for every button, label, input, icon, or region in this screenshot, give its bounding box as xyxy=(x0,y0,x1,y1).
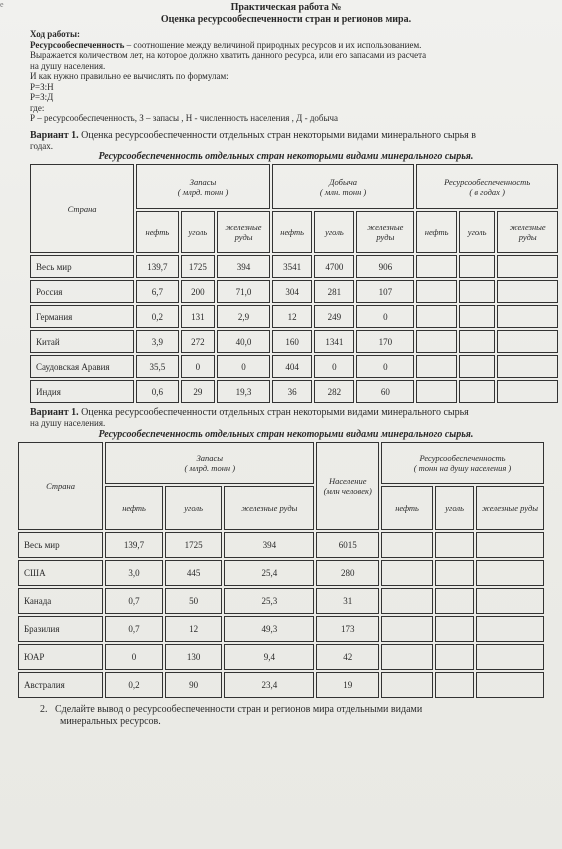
conclusion-number: 2. xyxy=(40,703,48,715)
value-cell: 50 xyxy=(165,588,222,614)
answer-cell[interactable] xyxy=(416,355,457,378)
conclusion-task-2: минеральных ресурсов. xyxy=(60,715,161,727)
value-cell: 130 xyxy=(165,644,222,670)
table-1 xyxy=(28,162,560,405)
t1-sub: уголь xyxy=(181,211,216,253)
country-cell: Весь мир xyxy=(18,532,103,558)
definition-line xyxy=(30,40,542,51)
value-cell: 19 xyxy=(316,672,378,698)
answer-cell[interactable] xyxy=(459,355,495,378)
value-cell: 272 xyxy=(181,330,216,353)
answer-cell[interactable] xyxy=(381,672,433,698)
t1-sub: железные руды xyxy=(497,211,558,253)
t2-head-resource xyxy=(381,442,544,484)
answer-cell[interactable] xyxy=(476,672,544,698)
table-row xyxy=(30,380,558,403)
variant-1-prefix: Вариант 1. xyxy=(30,129,79,141)
value-cell: 139,7 xyxy=(136,255,178,278)
variant-2-text-2: на душу населения. xyxy=(30,418,106,428)
answer-cell[interactable] xyxy=(476,560,544,586)
value-cell: 200 xyxy=(181,280,216,303)
where-label: где: xyxy=(30,102,45,113)
value-cell: 35,5 xyxy=(136,355,178,378)
answer-cell[interactable] xyxy=(381,588,433,614)
answer-cell[interactable] xyxy=(416,330,457,353)
answer-cell[interactable] xyxy=(435,644,474,670)
t2-sub: железные руды xyxy=(476,486,544,530)
table-row xyxy=(30,305,558,328)
value-cell: 394 xyxy=(224,532,314,558)
table-row xyxy=(18,532,544,558)
value-cell: 71,0 xyxy=(217,280,270,303)
table-row xyxy=(18,560,544,586)
conclusion-text: Сделайте вывод о ресурсообеспеченности стран и регионов мира отдельными видами xyxy=(55,703,423,715)
definition-term: Ресурсообеспеченность xyxy=(30,39,125,50)
answer-cell[interactable] xyxy=(497,380,558,403)
t1-sub: нефть xyxy=(272,211,313,253)
table-row xyxy=(30,255,558,278)
answer-cell[interactable] xyxy=(381,532,433,558)
answer-cell[interactable] xyxy=(497,355,558,378)
answer-cell[interactable] xyxy=(476,644,544,670)
table-1-caption: Ресурсообеспеченность отдельных стран некоторыми видами минерального сырья. xyxy=(98,151,474,162)
country-cell: Весь мир xyxy=(30,255,134,278)
value-cell: 173 xyxy=(316,616,378,642)
definition-line-2: Выражается количеством лет, на которое должно хватить данного ресурса, или его запасами из расчета xyxy=(30,50,427,60)
value-cell: 249 xyxy=(314,305,354,328)
t2-head-population-label: Население xyxy=(328,475,367,486)
t2-sub: нефть xyxy=(381,486,433,530)
value-cell: 282 xyxy=(314,380,354,403)
answer-cell[interactable] xyxy=(497,330,558,353)
value-cell: 6015 xyxy=(316,532,378,558)
formula-2: Р=З:Д xyxy=(30,92,54,102)
value-cell: 25,3 xyxy=(224,588,314,614)
country-cell: Бразилия xyxy=(18,616,103,642)
hod-heading: Ход работы: xyxy=(30,29,80,39)
table-row xyxy=(18,644,544,670)
value-cell: 4700 xyxy=(314,255,354,278)
value-cell: 280 xyxy=(316,560,378,586)
value-cell: 25,4 xyxy=(224,560,314,586)
answer-cell[interactable] xyxy=(476,532,544,558)
t1-head-country: Страна xyxy=(30,164,134,253)
country-cell: Австралия xyxy=(18,672,103,698)
t1-head-reserves xyxy=(136,164,270,209)
variant-2-heading xyxy=(30,407,542,418)
table-row xyxy=(30,280,558,303)
answer-cell[interactable] xyxy=(416,255,457,278)
country-cell: Саудовская Аравия xyxy=(30,355,134,378)
value-cell: 445 xyxy=(165,560,222,586)
t1-head-resource xyxy=(416,164,558,209)
country-cell: Россия xyxy=(30,280,134,303)
answer-cell[interactable] xyxy=(459,380,495,403)
t2-head-resource-label: Ресурсообеспеченность xyxy=(419,452,506,463)
t1-head-production xyxy=(272,164,415,209)
value-cell: 0,6 xyxy=(136,380,178,403)
t1-sub: уголь xyxy=(314,211,354,253)
corner-mark: е xyxy=(0,0,4,9)
table-2-caption: Ресурсообеспеченность отдельных стран некоторыми видами минерального сырья. xyxy=(98,428,474,440)
variant-1-text-2: годах. xyxy=(30,140,54,151)
country-cell: Германия xyxy=(30,305,134,328)
table-row xyxy=(30,330,558,353)
answer-cell[interactable] xyxy=(416,305,457,328)
value-cell: 36 xyxy=(272,380,313,403)
answer-cell[interactable] xyxy=(459,305,495,328)
value-cell: 394 xyxy=(217,255,270,278)
answer-cell[interactable] xyxy=(497,255,558,278)
value-cell: 0,2 xyxy=(105,672,163,698)
value-cell: 131 xyxy=(181,305,216,328)
t1-sub: железные руды xyxy=(217,211,270,253)
value-cell: 60 xyxy=(356,380,414,403)
answer-cell[interactable] xyxy=(476,588,544,614)
value-cell: 23,4 xyxy=(224,672,314,698)
answer-cell[interactable] xyxy=(435,672,474,698)
answer-cell[interactable] xyxy=(497,280,558,303)
t1-head-production-label: Добыча xyxy=(329,176,358,187)
t2-head-population-unit: (млн человек) xyxy=(323,485,372,496)
definition-line-3: на душу населения. xyxy=(30,60,106,71)
table-row xyxy=(30,355,558,378)
formula-intro: И как нужно правильно ее вычислять по формулам: xyxy=(30,71,229,81)
value-cell: 6,7 xyxy=(136,280,178,303)
t1-head-reserves-unit: ( млрд. тонн ) xyxy=(177,186,229,197)
t1-head-resource-unit: ( в годах ) xyxy=(469,186,505,197)
value-cell: 0 xyxy=(356,305,414,328)
value-cell: 0,2 xyxy=(136,305,178,328)
answer-cell[interactable] xyxy=(459,280,495,303)
table-2 xyxy=(16,440,546,700)
value-cell: 0 xyxy=(314,355,354,378)
value-cell: 0 xyxy=(105,644,163,670)
answer-cell[interactable] xyxy=(435,532,474,558)
country-cell: Китай xyxy=(30,330,134,353)
value-cell: 0,7 xyxy=(105,616,163,642)
t2-body xyxy=(18,532,544,698)
value-cell: 404 xyxy=(272,355,313,378)
country-cell: Индия xyxy=(30,380,134,403)
value-cell: 1341 xyxy=(314,330,354,353)
value-cell: 0 xyxy=(217,355,270,378)
variant-1-heading xyxy=(30,130,542,141)
variant-1-text: Оценка ресурсообеспеченности отдельных стран некоторыми видами минерального сырья в xyxy=(78,129,477,141)
t2-head-reserves-label: Запасы xyxy=(196,452,224,463)
value-cell: 90 xyxy=(165,672,222,698)
value-cell: 3,9 xyxy=(136,330,178,353)
answer-cell[interactable] xyxy=(476,616,544,642)
variant-2-prefix: Вариант 1. xyxy=(30,407,79,418)
conclusion-task xyxy=(30,704,542,716)
value-cell: 12 xyxy=(165,616,222,642)
t1-body xyxy=(30,255,558,403)
value-cell: 0,7 xyxy=(105,588,163,614)
t2-sub: железные руды xyxy=(224,486,314,530)
variant-2-text: Оценка ресурсообеспеченности отдельных стран некоторыми видами минерального сырья xyxy=(78,407,469,418)
country-cell: Канада xyxy=(18,588,103,614)
value-cell: 304 xyxy=(272,280,313,303)
answer-cell[interactable] xyxy=(381,616,433,642)
value-cell: 160 xyxy=(272,330,313,353)
answer-cell[interactable] xyxy=(435,588,474,614)
value-cell: 49,3 xyxy=(224,616,314,642)
value-cell: 9,4 xyxy=(224,644,314,670)
t1-sub: железные руды xyxy=(356,211,414,253)
t1-head-reserves-label: Запасы xyxy=(189,176,217,187)
value-cell: 107 xyxy=(356,280,414,303)
value-cell: 906 xyxy=(356,255,414,278)
value-cell: 42 xyxy=(316,644,378,670)
value-cell: 3541 xyxy=(272,255,313,278)
table-row xyxy=(18,616,544,642)
value-cell: 29 xyxy=(181,380,216,403)
answer-cell[interactable] xyxy=(416,380,457,403)
answer-cell[interactable] xyxy=(435,560,474,586)
value-cell: 170 xyxy=(356,330,414,353)
value-cell: 3,0 xyxy=(105,560,163,586)
answer-cell[interactable] xyxy=(381,644,433,670)
t2-head-reserves-unit: ( млрд. тонн ) xyxy=(184,462,236,473)
t2-sub: нефть xyxy=(105,486,163,530)
t2-sub: уголь xyxy=(435,486,474,530)
t1-sub: нефть xyxy=(416,211,457,253)
t1-head-resource-label: Ресурсообеспеченность xyxy=(444,176,531,187)
answer-cell[interactable] xyxy=(459,330,495,353)
value-cell: 2,9 xyxy=(217,305,270,328)
value-cell: 1725 xyxy=(165,532,222,558)
intro-block xyxy=(30,29,542,124)
value-cell: 1725 xyxy=(181,255,216,278)
table-row xyxy=(18,672,544,698)
definition-text: – соотношение между величиной природных ресурсов и их использованием. xyxy=(124,39,422,50)
answer-cell[interactable] xyxy=(459,255,495,278)
answer-cell[interactable] xyxy=(435,616,474,642)
table-row xyxy=(18,588,544,614)
t2-head-reserves xyxy=(105,442,314,484)
answer-cell[interactable] xyxy=(381,560,433,586)
value-cell: 0 xyxy=(181,355,216,378)
t1-sub: уголь xyxy=(459,211,495,253)
value-cell: 12 xyxy=(272,305,313,328)
t1-sub: нефть xyxy=(136,211,178,253)
country-cell: США xyxy=(18,560,103,586)
t2-sub: уголь xyxy=(165,486,222,530)
country-cell: ЮАР xyxy=(18,644,103,670)
t2-head-population xyxy=(316,442,378,530)
t1-head-production-unit: ( млн. тонн ) xyxy=(319,186,367,197)
worksheet-title: Практическая работа № xyxy=(230,2,342,13)
formula-legend: Р – ресурсообеспеченность, З – запасы , Н - численность населения , Д - добыча xyxy=(30,113,339,123)
worksheet-subtitle: Оценка ресурсообеспеченности стран и регионов мира. xyxy=(160,14,412,25)
answer-cell[interactable] xyxy=(497,305,558,328)
value-cell: 139,7 xyxy=(105,532,163,558)
value-cell: 19,3 xyxy=(217,380,270,403)
value-cell: 0 xyxy=(356,355,414,378)
t2-head-country: Страна xyxy=(18,442,103,530)
t2-head-resource-unit: ( тонн на душу населения ) xyxy=(413,462,512,473)
formula-1: Р=З:Н xyxy=(30,81,54,92)
answer-cell[interactable] xyxy=(416,280,457,303)
value-cell: 31 xyxy=(316,588,378,614)
value-cell: 281 xyxy=(314,280,354,303)
value-cell: 40,0 xyxy=(217,330,270,353)
